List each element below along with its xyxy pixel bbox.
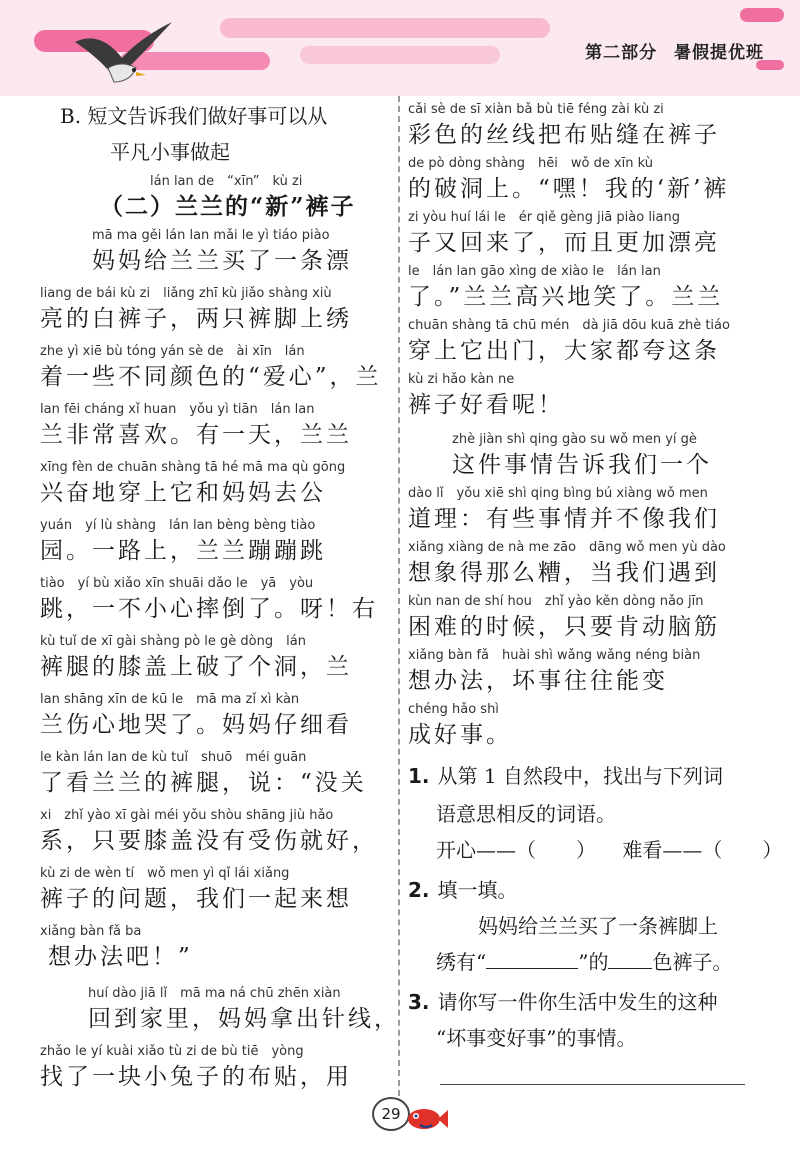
pinyin-line: zi yòu huí lái le ér qiě gèng jiā piào liang — [408, 210, 681, 225]
text-line — [408, 540, 768, 588]
pinyin-line: cǎi sè de sī xiàn bǎ bù tiē féng zài kù zi — [408, 102, 664, 117]
hanzi-line: 系，只要膝盖没有受伤就好， — [40, 828, 378, 854]
text-line — [40, 692, 390, 740]
question-number: 3. — [408, 990, 430, 1014]
pinyin-line: zhǎo le yí kuài xiǎo tù zi de bù tiē yòng — [40, 1044, 304, 1059]
pinyin-line: kù zi de wèn tí wǒ men yì qǐ lái xiǎng — [40, 866, 290, 881]
fill-blank-color[interactable] — [608, 948, 652, 969]
pinyin-line: dào lǐ yǒu xiē shì qing bìng bú xiàng wǒ men — [408, 486, 708, 501]
pinyin-line: xīng fèn de chuān shàng tā hé mā ma qù gōng — [40, 460, 346, 475]
text-line — [40, 402, 390, 450]
pinyin-line: zhè jiàn shì qing gào su wǒ men yí gè — [452, 432, 697, 447]
text-line — [40, 286, 390, 334]
option-b-line1: B. 短文告诉我们做好事可以从 — [60, 104, 328, 128]
hanzi-line: 的破洞上。“嘿！我的‘新’裤 — [408, 176, 730, 202]
header-part: 第二部分 — [585, 43, 658, 63]
question-3-line2: “坏事变好事”的事情。 — [436, 1026, 637, 1050]
story-title-block — [100, 174, 450, 222]
hanzi-line: 跳，一不小心摔倒了。呀！右 — [40, 596, 378, 622]
header-title — [585, 38, 764, 63]
text-line — [40, 344, 390, 392]
pinyin-line: mā ma gěi lán lan mǎi le yì tiáo piào — [92, 228, 330, 243]
hanzi-line: 兰伤心地哭了。妈妈仔细看 — [40, 712, 352, 738]
page-number: 29 — [372, 1097, 410, 1131]
hanzi-line: 彩色的丝线把布贴缝在裤子 — [408, 122, 720, 148]
text-line — [408, 372, 768, 420]
antonym-blank-ugly[interactable]: 难看——（ ） — [622, 838, 783, 862]
hanzi-line: 亮的白裤子，两只裤脚上绣 — [40, 306, 352, 332]
hanzi-line: 想办法吧！” — [48, 944, 193, 970]
text-line — [408, 264, 768, 312]
hanzi-line: 想办法，坏事往往能变 — [408, 668, 668, 694]
hanzi-line: 这件事情告诉我们一个 — [452, 452, 712, 478]
pinyin-line: le kàn lán lan de kù tuǐ shuō méi guān — [40, 750, 307, 765]
question-number: 2. — [408, 878, 430, 902]
text-line — [408, 702, 768, 750]
seagull-icon — [70, 20, 180, 90]
pinyin-line: le lán lan gāo xìng de xiào le lán lan — [408, 264, 661, 279]
hanzi-line: 回到家里，妈妈拿出针线， — [88, 1006, 400, 1032]
pinyin-line: kù zi hǎo kàn ne — [408, 372, 515, 387]
question-text: 从第 1 自然段中，找出与下列词 — [437, 764, 723, 788]
title-pinyin: lán lan de “xīn” kù zi — [150, 174, 303, 189]
hanzi-line: 裤腿的膝盖上破了个洞，兰 — [40, 654, 352, 680]
text-line — [40, 576, 390, 624]
fill-text: 色裤子。 — [652, 950, 733, 974]
hanzi-line: 成好事。 — [408, 722, 512, 748]
question-text: 填一填。 — [437, 878, 518, 902]
question-1-answers — [436, 836, 782, 864]
question-2-fill — [436, 948, 732, 976]
pink-cloud-decoration — [740, 8, 784, 22]
text-line — [408, 648, 768, 696]
header-band — [0, 0, 800, 96]
pinyin-line: liang de bái kù zi liǎng zhī kù jiǎo shàng xiù — [40, 286, 332, 301]
fill-text: 绣有“ — [436, 950, 487, 974]
pinyin-line: tiào yí bù xiǎo xīn shuāi dǎo le yā yòu — [40, 576, 314, 591]
hanzi-line: 了。”兰兰高兴地笑了。兰兰 — [408, 284, 724, 310]
fill-blank-pattern[interactable] — [486, 948, 578, 969]
pinyin-line: lan shāng xīn de kū le mā ma zǐ xì kàn — [40, 692, 300, 707]
pink-cloud-decoration — [220, 18, 550, 38]
answer-writing-line[interactable] — [440, 1084, 745, 1085]
text-line — [40, 808, 390, 856]
hanzi-line: 了看兰兰的裤腿，说：“没关 — [40, 770, 367, 796]
pinyin-line: de pò dòng shàng hēi wǒ de xīn kù — [408, 156, 654, 171]
text-line — [452, 432, 800, 480]
pinyin-line: xiǎng bàn fǎ huài shì wǎng wǎng néng biàn — [408, 648, 701, 663]
text-line — [40, 460, 390, 508]
question-1 — [408, 762, 723, 790]
text-line — [408, 594, 768, 642]
hanzi-line: 裤子好看呢！ — [408, 392, 564, 418]
hanzi-line: 妈妈给兰兰买了一条漂 — [92, 248, 352, 274]
hanzi-line: 着一些不同颜色的“爱心”，兰 — [40, 364, 382, 390]
pinyin-line: xi zhǐ yào xī gài méi yǒu shòu shāng jiù hǎo — [40, 808, 334, 823]
fill-text: ”的 — [578, 950, 609, 974]
hanzi-line: 穿上它出门，大家都夸这条 — [408, 338, 720, 364]
text-line — [408, 210, 768, 258]
question-3 — [408, 988, 718, 1016]
pinyin-line: kùn nan de shí hou zhǐ yào kěn dòng nǎo jīn — [408, 594, 704, 609]
fish-icon — [404, 1105, 448, 1133]
question-2 — [408, 876, 518, 904]
text-line — [408, 486, 768, 534]
header-section: 暑假提优班 — [674, 43, 764, 63]
question-2-sentence: 妈妈给兰兰买了一条裤脚上 — [478, 914, 718, 938]
hanzi-line: 裤子的问题，我们一起来想 — [40, 886, 352, 912]
option-b-line2: 平凡小事做起 — [110, 140, 230, 164]
question-1-line2: 语意思相反的词语。 — [436, 802, 616, 826]
question-text: 请你写一件你生活中发生的这种 — [437, 990, 718, 1014]
question-number: 1. — [408, 764, 430, 788]
text-line — [408, 156, 768, 204]
pinyin-line: xiǎng xiàng de nà me zāo dāng wǒ men yù dào — [408, 540, 726, 555]
pinyin-line: xiǎng bàn fǎ ba — [40, 924, 142, 939]
pinyin-line: chéng hǎo shì — [408, 702, 499, 717]
pinyin-line: huí dào jiā lǐ mā ma ná chū zhēn xiàn — [88, 986, 341, 1001]
text-line — [408, 318, 768, 366]
text-line — [88, 986, 438, 1034]
text-line — [40, 750, 390, 798]
hanzi-line: 园。一路上，兰兰蹦蹦跳 — [40, 538, 326, 564]
hanzi-line: 道理：有些事情并不像我们 — [408, 506, 720, 532]
antonym-blank-happy[interactable]: 开心——（ ） — [436, 838, 596, 862]
text-line — [92, 228, 442, 276]
hanzi-line: 兰非常喜欢。有一天，兰兰 — [40, 422, 352, 448]
hanzi-line: 困难的时候，只要肯动脑筋 — [408, 614, 720, 640]
story-title: （二）兰兰的“新”裤子 — [100, 193, 356, 220]
text-line — [40, 518, 390, 566]
hanzi-line: 兴奋地穿上它和妈妈去公 — [40, 480, 326, 506]
text-line — [40, 866, 390, 914]
text-line — [40, 634, 390, 682]
pinyin-line: yuán yí lù shàng lán lan bèng bèng tiào — [40, 518, 316, 533]
text-line — [40, 1044, 390, 1092]
text-line — [40, 924, 390, 972]
pinyin-line: lan fēi cháng xǐ huan yǒu yì tiān lán lan — [40, 402, 315, 417]
pinyin-line: kù tuǐ de xī gài shàng pò le gè dòng lán — [40, 634, 306, 649]
hanzi-line: 子又回来了，而且更加漂亮 — [408, 230, 720, 256]
pinyin-line: chuān shàng tā chū mén dà jiā dōu kuā zhè tiáo — [408, 318, 730, 333]
text-line — [408, 102, 768, 150]
pink-cloud-decoration — [300, 46, 500, 64]
pinyin-line: zhe yì xiē bù tóng yán sè de ài xīn lán — [40, 344, 305, 359]
hanzi-line: 想象得那么糟，当我们遇到 — [408, 560, 720, 586]
hanzi-line: 找了一块小兔子的布贴，用 — [40, 1064, 352, 1090]
